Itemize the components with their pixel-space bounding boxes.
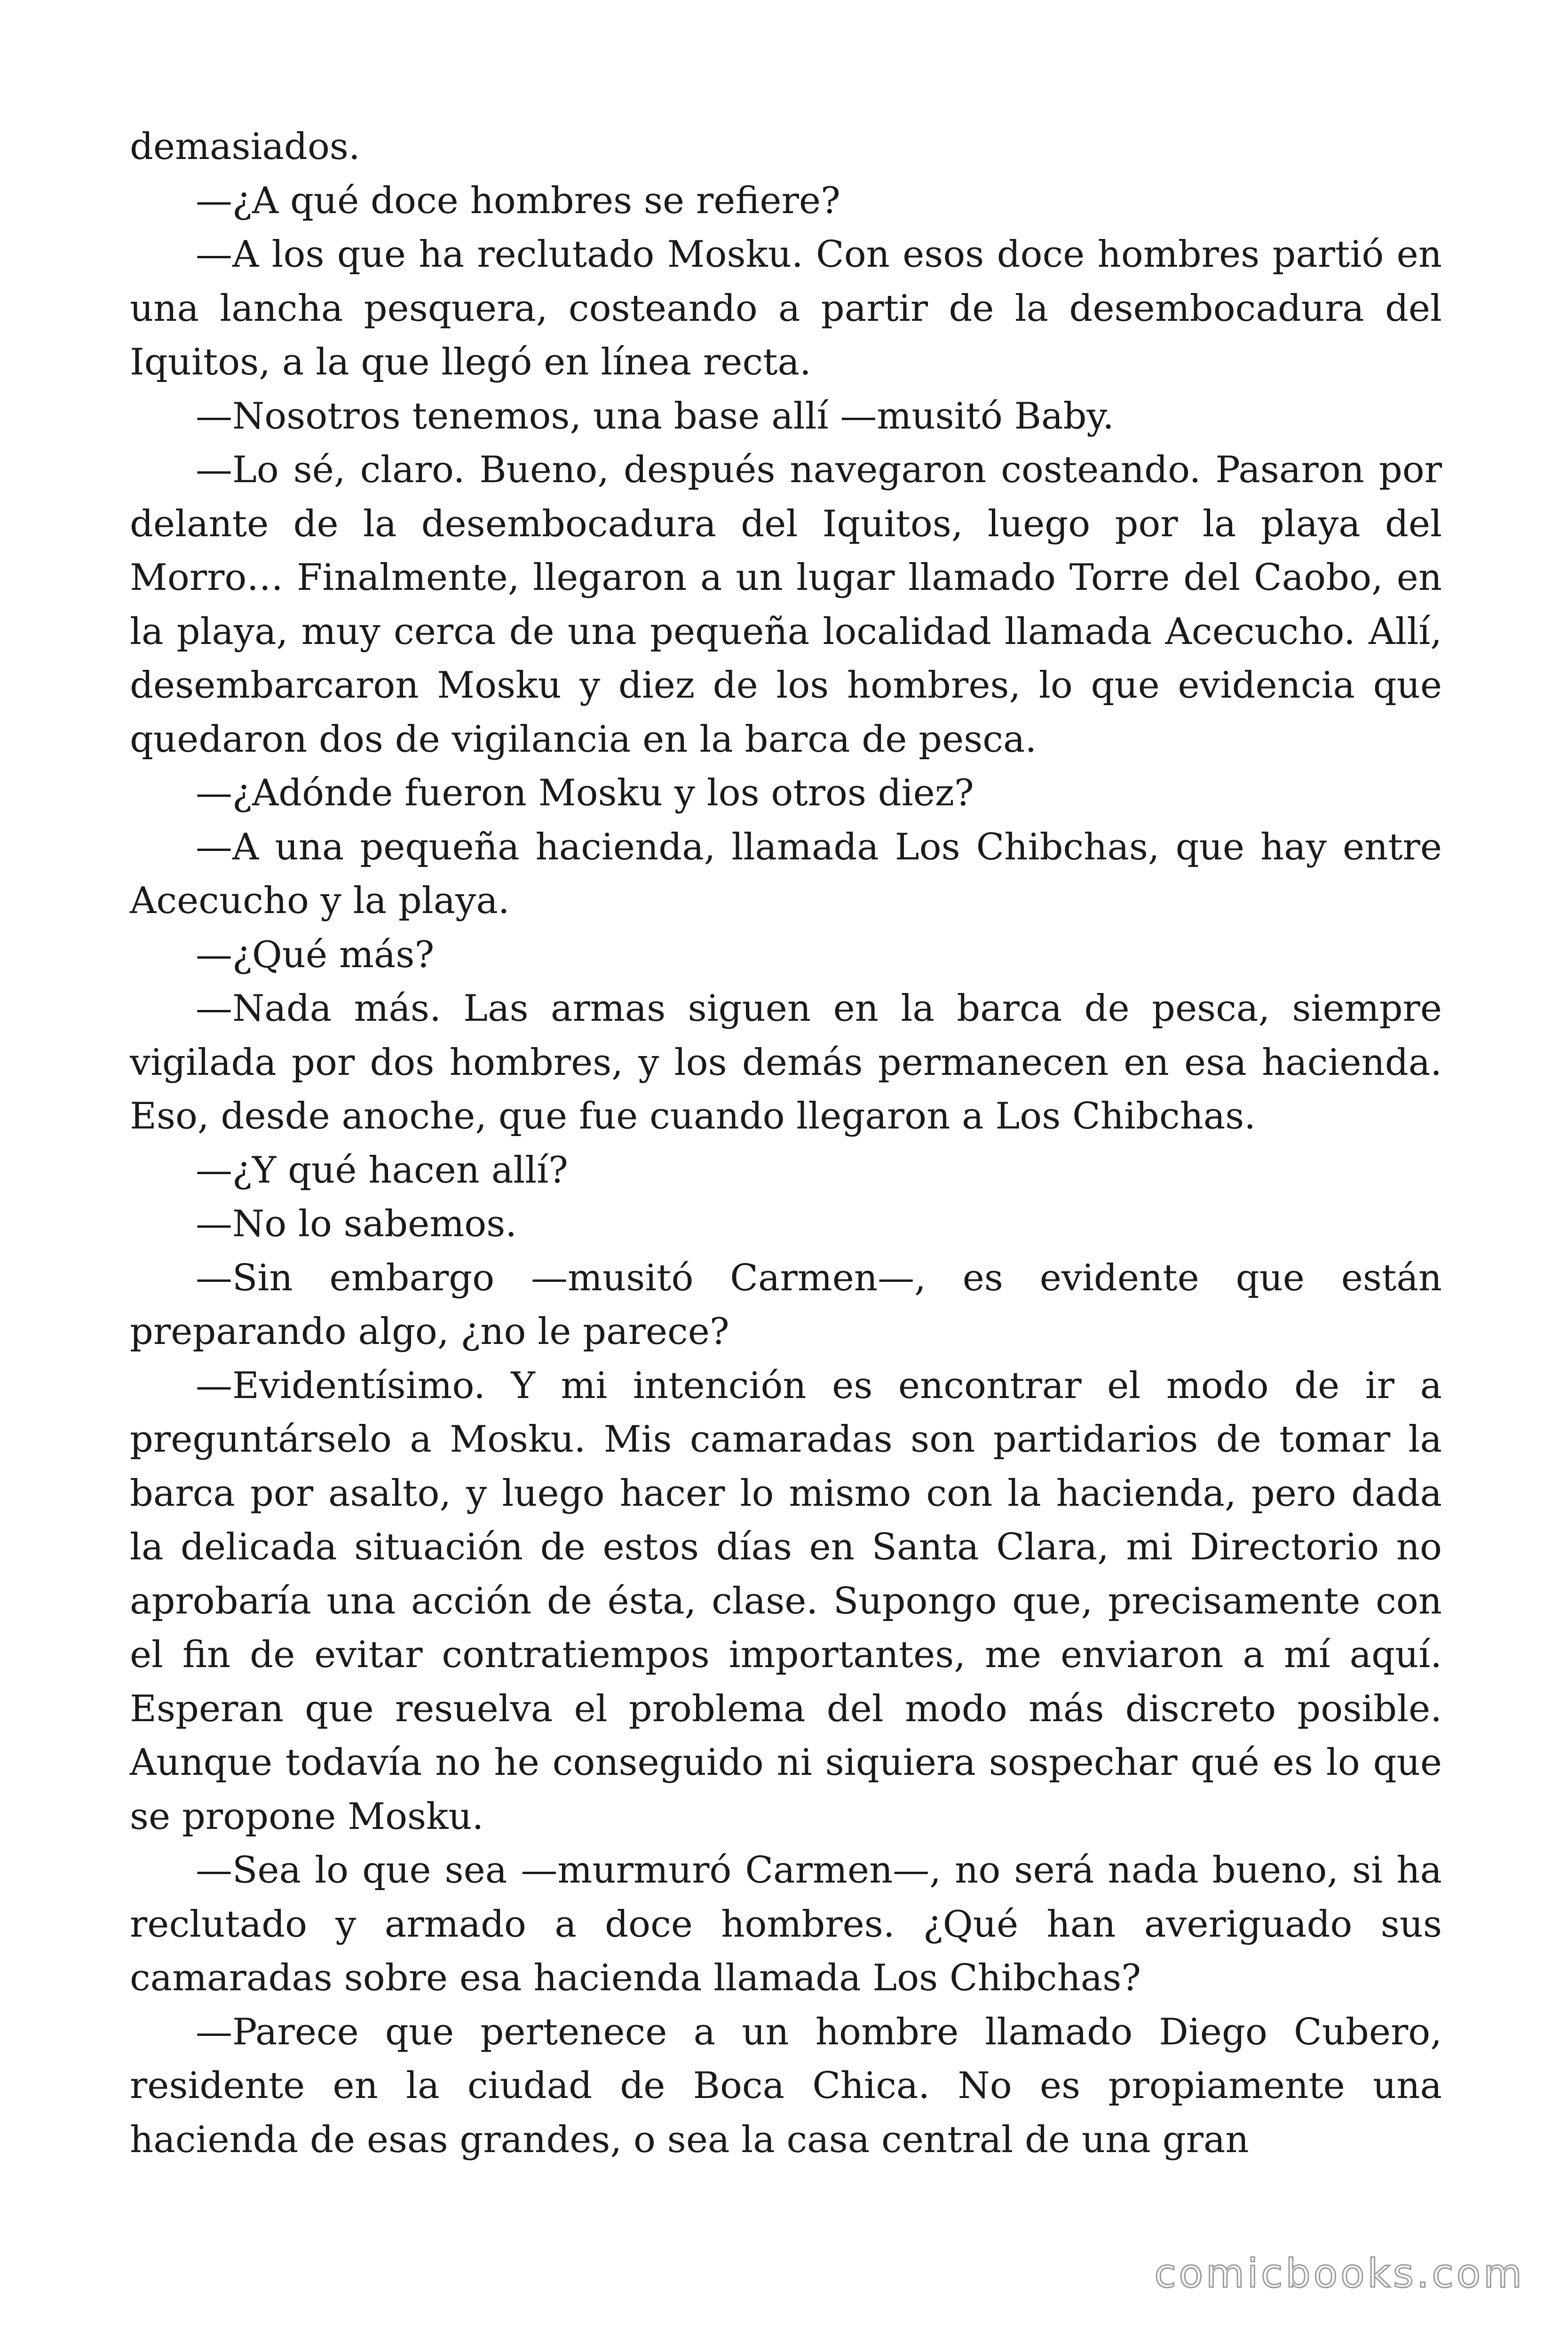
paragraph: —¿A qué doce hombres se refiere?	[196, 179, 840, 222]
paragraph: —Evidentísimo. Y mi intención es encontrar el modo de ir a preguntárselo a Mosku. Mis camaradas son partidarios de tomar la barca por asalto, y luego hacer lo mismo con la hacienda, pero dada la delicada situación de estos días en Santa Clara, mi Directorio no aprobaría una acción de ésta, clase. Supongo que, precisamente con el fin de evitar contratiempos importantes, me enviaron a mí aquí. Esperan que resuelva el problema del modo más discreto posible. Aunque todavía no he conseguido ni siquiera sospechar qué es lo que se propone Mosku.	[130, 1364, 1442, 1838]
watermark: comicbooks.com	[1154, 2250, 1525, 2296]
paragraph: —A los que ha reclutado Mosku. Con esos doce hombres partió en una lancha pesquera, costeando a partir de la desembocadura del Iquitos, a la que llegó en línea recta.	[130, 233, 1442, 383]
paragraph: —¿Y qué hacen allí?	[196, 1149, 568, 1192]
paragraph: —Sea lo que sea —murmuró Carmen—, no será nada bueno, si ha reclutado y armado a doce hombres. ¿Qué han averiguado sus camaradas sobre esa hacienda llamada Los Chibchas?	[130, 1849, 1442, 1999]
paragraph: —¿Adónde fueron Mosku y los otros diez?	[196, 772, 974, 814]
paragraph: —Lo sé, claro. Bueno, después navegaron costeando. Pasaron por delante de la desembocadura del Iquitos, luego por la playa del Morro… Finalmente, llegaron a un lugar llamado Torre del Caobo, en la playa, muy cerca de una pequeña localidad llamada Acecucho. Allí, desembarcaron Mosku y diez de los hombres, lo que evidencia que quedaron dos de vigilancia en la barca de pesca.	[130, 449, 1442, 761]
paragraph: —¿Qué más?	[196, 933, 435, 976]
paragraph: —No lo sabemos.	[196, 1203, 517, 1245]
paragraph: —A una pequeña hacienda, llamada Los Chibchas, que hay entre Acecucho y la playa.	[130, 826, 1442, 922]
paragraph: —Parece que pertenece a un hombre llamado Diego Cubero, residente en la ciudad de Boca Chica. No es propiamente una hacienda de esas grandes, o sea la casa central de una gran	[130, 2010, 1442, 2161]
paragraph: demasiados.	[130, 126, 360, 168]
paragraph: —Nada más. Las armas siguen en la barca de pesca, siempre vigilada por dos hombres, y los demás permanecen en esa hacienda. Eso, desde anoche, que fue cuando llegaron a Los Chibchas.	[130, 987, 1442, 1137]
page-body	[130, 120, 1442, 2167]
paragraph: —Nosotros tenemos, una base allí —musitó Baby.	[196, 395, 1114, 437]
paragraph: —Sin embargo —musitó Carmen—, es evidente que están preparando algo, ¿no le parece?	[130, 1256, 1442, 1353]
